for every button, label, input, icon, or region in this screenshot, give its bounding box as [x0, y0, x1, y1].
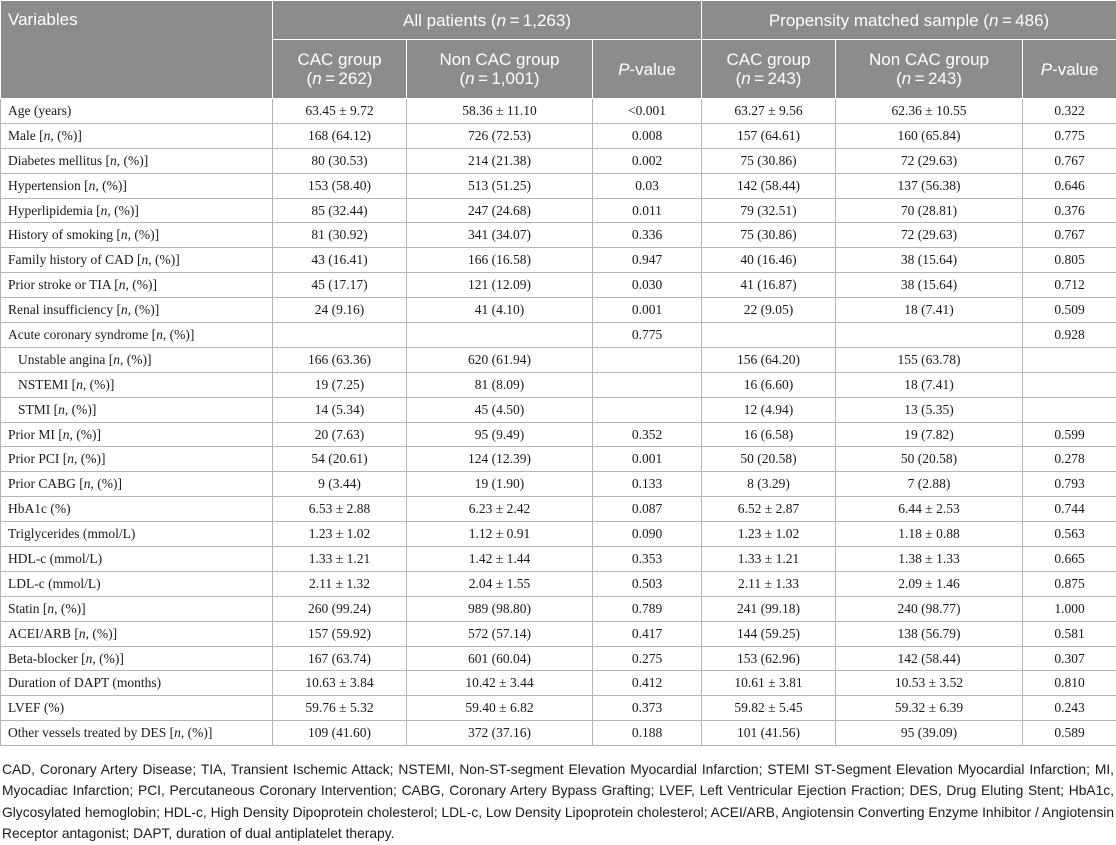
cell-col-cac-matched: 16 (6.60) — [702, 372, 836, 397]
cell-col-pvalue-matched: 0.928 — [1023, 323, 1116, 348]
cell-col-cac-all: 43 (16.41) — [273, 248, 407, 273]
cell-col-noncac-all: 166 (16.58) — [407, 248, 593, 273]
cell-col-cac-all: 1.33 ± 1.21 — [273, 547, 407, 572]
cell-col-pvalue-all: 0.188 — [593, 721, 702, 746]
cell-col-noncac-all: 2.04 ± 1.55 — [407, 571, 593, 596]
table-row — [1, 422, 1116, 447]
cell-col-pvalue-all: 0.775 — [593, 323, 702, 348]
header-col-noncac-matched — [836, 40, 1023, 99]
cell-col-cac-all: 6.53 ± 2.88 — [273, 497, 407, 522]
cell-col-noncac-matched: 240 (98.77) — [836, 596, 1023, 621]
cell-col-noncac-matched: 160 (65.84) — [836, 123, 1023, 148]
cell-col-pvalue-all: 0.947 — [593, 248, 702, 273]
cell-col-pvalue-matched: 0.744 — [1023, 497, 1116, 522]
cell-col-cac-all: 59.76 ± 5.32 — [273, 696, 407, 721]
row-label: Triglycerides (mmol/L) — [1, 522, 273, 547]
cell-col-cac-matched: 157 (64.61) — [702, 123, 836, 148]
row-label: ACEI/ARB [n, (%)] — [1, 621, 273, 646]
cell-col-cac-matched: 41 (16.87) — [702, 273, 836, 298]
row-label: Renal insufficiency [n, (%)] — [1, 298, 273, 323]
row-label: NSTEMI [n, (%)] — [1, 372, 273, 397]
table-row — [1, 596, 1116, 621]
cell-col-cac-matched: 10.61 ± 3.81 — [702, 671, 836, 696]
table-row — [1, 472, 1116, 497]
cell-col-pvalue-matched: 0.581 — [1023, 621, 1116, 646]
cell-col-pvalue-matched: 0.243 — [1023, 696, 1116, 721]
row-label: LDL-c (mmol/L) — [1, 571, 273, 596]
cell-col-cac-matched: 153 (62.96) — [702, 646, 836, 671]
cell-col-pvalue-matched: 0.767 — [1023, 223, 1116, 248]
cell-col-cac-all: 168 (64.12) — [273, 123, 407, 148]
row-label: Prior stroke or TIA [n, (%)] — [1, 273, 273, 298]
cell-col-cac-all: 2.11 ± 1.32 — [273, 571, 407, 596]
cell-col-noncac-all: 341 (34.07) — [407, 223, 593, 248]
table-footnote: CAD, Coronary Artery Disease; TIA, Transient Ischemic Attack; NSTEMI, Non-ST-segment Elevation Myocardial Infarction; STEMI ST-Segment Elevation Myocardial Infarction; MI, Myocadiac Infarction; PCI, Percutaneous Coronary Intervention; CABG, Coronary Artery Bypass Grafting; LVEF, Left Ventricular Ejection Fraction; DES, Drug Eluting Stent; HbA1c, Glycosylated hemoglobin; HDL-c, High Density Dipoprotein cholesterol; LDL-c, Low Density Lipoprotein cholesterol; ACEI/ARB, Angiotensin Converting Enzyme Inhibitor / Angiotensin Receptor antagonist; DAPT, duration of dual antiplatelet therapy. — [2, 759, 1114, 845]
table-row — [1, 123, 1116, 148]
table-row — [1, 273, 1116, 298]
cell-col-noncac-matched — [836, 323, 1023, 348]
cell-col-pvalue-all — [593, 347, 702, 372]
header-variables: Variables — [1, 1, 273, 99]
cell-col-cac-all: 9 (3.44) — [273, 472, 407, 497]
cell-col-noncac-matched: 70 (28.81) — [836, 198, 1023, 223]
cell-col-cac-matched: 241 (99.18) — [702, 596, 836, 621]
cell-col-cac-matched: 142 (58.44) — [702, 173, 836, 198]
cell-col-noncac-matched: 72 (29.63) — [836, 223, 1023, 248]
row-label: Unstable angina [n, (%)] — [1, 347, 273, 372]
cell-col-noncac-all: 620 (61.94) — [407, 347, 593, 372]
cell-col-cac-all: 166 (63.36) — [273, 347, 407, 372]
cell-col-pvalue-matched: 0.810 — [1023, 671, 1116, 696]
cell-col-cac-matched: 59.82 ± 5.45 — [702, 696, 836, 721]
cell-col-pvalue-matched: 0.322 — [1023, 99, 1116, 124]
cell-col-noncac-all: 214 (21.38) — [407, 148, 593, 173]
cell-col-pvalue-matched: 0.563 — [1023, 522, 1116, 547]
table-row — [1, 696, 1116, 721]
header-col-pvalue-all — [593, 40, 702, 99]
cell-col-cac-matched: 8 (3.29) — [702, 472, 836, 497]
cell-col-noncac-all: 572 (57.14) — [407, 621, 593, 646]
cell-col-pvalue-all: 0.011 — [593, 198, 702, 223]
cell-col-cac-matched: 1.33 ± 1.21 — [702, 547, 836, 572]
table-row — [1, 547, 1116, 572]
table-row — [1, 621, 1116, 646]
cell-col-cac-matched: 156 (64.20) — [702, 347, 836, 372]
cell-col-cac-matched: 12 (4.94) — [702, 397, 836, 422]
cell-col-cac-matched: 101 (41.56) — [702, 721, 836, 746]
cell-col-pvalue-all — [593, 372, 702, 397]
cell-col-cac-matched: 79 (32.51) — [702, 198, 836, 223]
cell-col-cac-matched: 2.11 ± 1.33 — [702, 571, 836, 596]
cell-col-noncac-all: 10.42 ± 3.44 — [407, 671, 593, 696]
cell-col-pvalue-matched: 1.000 — [1023, 596, 1116, 621]
header-col-cac-matched — [702, 40, 836, 99]
cell-col-pvalue-all: 0.275 — [593, 646, 702, 671]
cell-col-noncac-all: 81 (8.09) — [407, 372, 593, 397]
cell-col-noncac-all: 726 (72.53) — [407, 123, 593, 148]
cell-col-pvalue-all: 0.412 — [593, 671, 702, 696]
row-label: Beta-blocker [n, (%)] — [1, 646, 273, 671]
cell-col-noncac-all: 372 (37.16) — [407, 721, 593, 746]
cell-col-noncac-matched: 13 (5.35) — [836, 397, 1023, 422]
cell-col-noncac-all: 989 (98.80) — [407, 596, 593, 621]
header-group-matched-sample — [702, 1, 1116, 40]
table-body — [1, 99, 1116, 746]
cell-col-pvalue-matched: 0.376 — [1023, 198, 1116, 223]
cell-col-pvalue-all: 0.336 — [593, 223, 702, 248]
table-row — [1, 522, 1116, 547]
cell-col-pvalue-matched: 0.793 — [1023, 472, 1116, 497]
table-row — [1, 298, 1116, 323]
cell-col-pvalue-matched: 0.665 — [1023, 547, 1116, 572]
cell-col-pvalue-all: 0.001 — [593, 447, 702, 472]
header-line1: CAC group — [708, 50, 829, 69]
cell-col-noncac-all — [407, 323, 593, 348]
row-label: Prior CABG [n, (%)] — [1, 472, 273, 497]
cell-col-noncac-all: 59.40 ± 6.82 — [407, 696, 593, 721]
cell-col-cac-all: 19 (7.25) — [273, 372, 407, 397]
cell-col-noncac-matched: 38 (15.64) — [836, 273, 1023, 298]
header-line2: (n = 1,001) — [413, 69, 586, 88]
header-line1: P-value — [599, 60, 695, 79]
header-col-noncac-all — [407, 40, 593, 99]
cell-col-cac-matched: 1.23 ± 1.02 — [702, 522, 836, 547]
group-all-label: All patients (n = 1,263) — [403, 11, 571, 30]
table-row — [1, 397, 1116, 422]
table-row — [1, 248, 1116, 273]
row-label: Male [n, (%)] — [1, 123, 273, 148]
table-row — [1, 148, 1116, 173]
cell-col-noncac-matched: 72 (29.63) — [836, 148, 1023, 173]
cell-col-pvalue-all: 0.030 — [593, 273, 702, 298]
cell-col-noncac-matched: 137 (56.38) — [836, 173, 1023, 198]
table-row — [1, 497, 1116, 522]
cell-col-pvalue-matched — [1023, 372, 1116, 397]
cell-col-cac-matched: 75 (30.86) — [702, 148, 836, 173]
cell-col-cac-matched: 75 (30.86) — [702, 223, 836, 248]
cell-col-pvalue-matched: 0.712 — [1023, 273, 1116, 298]
group-matched-label: Propensity matched sample (n = 486) — [769, 11, 1049, 30]
table-row — [1, 646, 1116, 671]
cell-col-pvalue-matched: 0.875 — [1023, 571, 1116, 596]
cell-col-noncac-matched: 19 (7.82) — [836, 422, 1023, 447]
cell-col-pvalue-matched: 0.307 — [1023, 646, 1116, 671]
cell-col-pvalue-all: 0.133 — [593, 472, 702, 497]
cell-col-cac-matched: 50 (20.58) — [702, 447, 836, 472]
cell-col-noncac-all: 1.12 ± 0.91 — [407, 522, 593, 547]
table-row — [1, 198, 1116, 223]
row-label: Family history of CAD [n, (%)] — [1, 248, 273, 273]
cell-col-noncac-all: 247 (24.68) — [407, 198, 593, 223]
cell-col-noncac-all: 19 (1.90) — [407, 472, 593, 497]
cell-col-noncac-matched: 138 (56.79) — [836, 621, 1023, 646]
cell-col-noncac-all: 95 (9.49) — [407, 422, 593, 447]
cell-col-noncac-all: 1.42 ± 1.44 — [407, 547, 593, 572]
cell-col-pvalue-all: 0.087 — [593, 497, 702, 522]
cell-col-cac-matched — [702, 323, 836, 348]
row-label: LVEF (%) — [1, 696, 273, 721]
cell-col-noncac-matched: 1.38 ± 1.33 — [836, 547, 1023, 572]
cell-col-cac-all: 14 (5.34) — [273, 397, 407, 422]
row-label: Prior PCI [n, (%)] — [1, 447, 273, 472]
table-row — [1, 173, 1116, 198]
cell-col-pvalue-all: 0.002 — [593, 148, 702, 173]
cell-col-pvalue-matched — [1023, 347, 1116, 372]
cell-col-noncac-matched: 7 (2.88) — [836, 472, 1023, 497]
cell-col-noncac-matched: 38 (15.64) — [836, 248, 1023, 273]
cell-col-noncac-matched: 2.09 ± 1.46 — [836, 571, 1023, 596]
cell-col-cac-all: 24 (9.16) — [273, 298, 407, 323]
cell-col-cac-all: 157 (59.92) — [273, 621, 407, 646]
cell-col-noncac-matched: 50 (20.58) — [836, 447, 1023, 472]
header-line2: (n = 243) — [842, 69, 1016, 88]
cell-col-pvalue-all: 0.417 — [593, 621, 702, 646]
cell-col-noncac-all: 124 (12.39) — [407, 447, 593, 472]
table-header — [1, 1, 1116, 99]
cell-col-pvalue-all: 0.789 — [593, 596, 702, 621]
cell-col-pvalue-all: 0.03 — [593, 173, 702, 198]
row-label: Statin [n, (%)] — [1, 596, 273, 621]
cell-col-cac-matched: 6.52 ± 2.87 — [702, 497, 836, 522]
table-row — [1, 671, 1116, 696]
header-line2: (n = 243) — [708, 69, 829, 88]
cell-col-pvalue-all: 0.090 — [593, 522, 702, 547]
cell-col-pvalue-all: 0.008 — [593, 123, 702, 148]
cell-col-noncac-matched: 95 (39.09) — [836, 721, 1023, 746]
cell-col-noncac-matched: 142 (58.44) — [836, 646, 1023, 671]
cell-col-cac-all: 20 (7.63) — [273, 422, 407, 447]
header-line1: Non CAC group — [842, 50, 1016, 69]
cell-col-cac-all: 10.63 ± 3.84 — [273, 671, 407, 696]
cell-col-noncac-all: 41 (4.10) — [407, 298, 593, 323]
cell-col-noncac-all: 513 (51.25) — [407, 173, 593, 198]
table-row — [1, 721, 1116, 746]
header-group-all-patients — [273, 1, 702, 40]
header-line1: P-value — [1029, 60, 1110, 79]
cell-col-noncac-matched: 6.44 ± 2.53 — [836, 497, 1023, 522]
table-row — [1, 571, 1116, 596]
header-line1: Non CAC group — [413, 50, 586, 69]
table-row — [1, 99, 1116, 124]
cell-col-pvalue-all: <0.001 — [593, 99, 702, 124]
cell-col-cac-all: 80 (30.53) — [273, 148, 407, 173]
cell-col-noncac-all: 58.36 ± 11.10 — [407, 99, 593, 124]
cell-col-noncac-matched: 62.36 ± 10.55 — [836, 99, 1023, 124]
cell-col-noncac-matched: 1.18 ± 0.88 — [836, 522, 1023, 547]
table-row — [1, 372, 1116, 397]
cell-col-noncac-all: 121 (12.09) — [407, 273, 593, 298]
row-label: History of smoking [n, (%)] — [1, 223, 273, 248]
row-label: STMI [n, (%)] — [1, 397, 273, 422]
cell-col-cac-all: 260 (99.24) — [273, 596, 407, 621]
header-col-pvalue-matched — [1023, 40, 1116, 99]
row-label: Duration of DAPT (months) — [1, 671, 273, 696]
row-label: Prior MI [n, (%)] — [1, 422, 273, 447]
cell-col-cac-all: 85 (32.44) — [273, 198, 407, 223]
cell-col-noncac-all: 601 (60.04) — [407, 646, 593, 671]
row-label: HbA1c (%) — [1, 497, 273, 522]
row-label: HDL-c (mmol/L) — [1, 547, 273, 572]
cell-col-pvalue-matched: 0.805 — [1023, 248, 1116, 273]
row-label: Age (years) — [1, 99, 273, 124]
table-row — [1, 347, 1116, 372]
cell-col-cac-matched: 63.27 ± 9.56 — [702, 99, 836, 124]
cell-col-pvalue-all — [593, 397, 702, 422]
cell-col-cac-all: 1.23 ± 1.02 — [273, 522, 407, 547]
row-label: Other vessels treated by DES [n, (%)] — [1, 721, 273, 746]
cell-col-pvalue-all: 0.001 — [593, 298, 702, 323]
cell-col-cac-all: 109 (41.60) — [273, 721, 407, 746]
cell-col-cac-all: 153 (58.40) — [273, 173, 407, 198]
cell-col-noncac-all: 6.23 ± 2.42 — [407, 497, 593, 522]
cell-col-cac-all: 81 (30.92) — [273, 223, 407, 248]
cell-col-pvalue-matched: 0.278 — [1023, 447, 1116, 472]
cell-col-cac-all: 167 (63.74) — [273, 646, 407, 671]
cell-col-pvalue-all: 0.353 — [593, 547, 702, 572]
row-label: Diabetes mellitus [n, (%)] — [1, 148, 273, 173]
cell-col-cac-matched: 40 (16.46) — [702, 248, 836, 273]
cell-col-noncac-matched: 155 (63.78) — [836, 347, 1023, 372]
cell-col-noncac-matched: 18 (7.41) — [836, 298, 1023, 323]
cell-col-pvalue-all: 0.373 — [593, 696, 702, 721]
row-label: Hypertension [n, (%)] — [1, 173, 273, 198]
row-label: Hyperlipidemia [n, (%)] — [1, 198, 273, 223]
cell-col-pvalue-matched: 0.646 — [1023, 173, 1116, 198]
cell-col-pvalue-all: 0.352 — [593, 422, 702, 447]
header-col-cac-all — [273, 40, 407, 99]
cell-col-pvalue-matched — [1023, 397, 1116, 422]
cell-col-pvalue-matched: 0.509 — [1023, 298, 1116, 323]
cell-col-cac-all: 54 (20.61) — [273, 447, 407, 472]
cell-col-cac-all: 63.45 ± 9.72 — [273, 99, 407, 124]
cell-col-pvalue-matched: 0.775 — [1023, 123, 1116, 148]
cell-col-pvalue-matched: 0.589 — [1023, 721, 1116, 746]
cell-col-noncac-all: 45 (4.50) — [407, 397, 593, 422]
cell-col-cac-all — [273, 323, 407, 348]
table-row — [1, 447, 1116, 472]
cell-col-cac-matched: 22 (9.05) — [702, 298, 836, 323]
cell-col-noncac-matched: 10.53 ± 3.52 — [836, 671, 1023, 696]
cell-col-pvalue-matched: 0.599 — [1023, 422, 1116, 447]
table-row — [1, 323, 1116, 348]
cell-col-noncac-matched: 59.32 ± 6.39 — [836, 696, 1023, 721]
cell-col-cac-all: 45 (17.17) — [273, 273, 407, 298]
header-line2: (n = 262) — [279, 69, 400, 88]
cell-col-pvalue-matched: 0.767 — [1023, 148, 1116, 173]
cell-col-cac-matched: 144 (59.25) — [702, 621, 836, 646]
cell-col-noncac-matched: 18 (7.41) — [836, 372, 1023, 397]
table-row — [1, 223, 1116, 248]
row-label: Acute coronary syndrome [n, (%)] — [1, 323, 273, 348]
cell-col-cac-matched: 16 (6.58) — [702, 422, 836, 447]
header-line1: CAC group — [279, 50, 400, 69]
cell-col-pvalue-all: 0.503 — [593, 571, 702, 596]
